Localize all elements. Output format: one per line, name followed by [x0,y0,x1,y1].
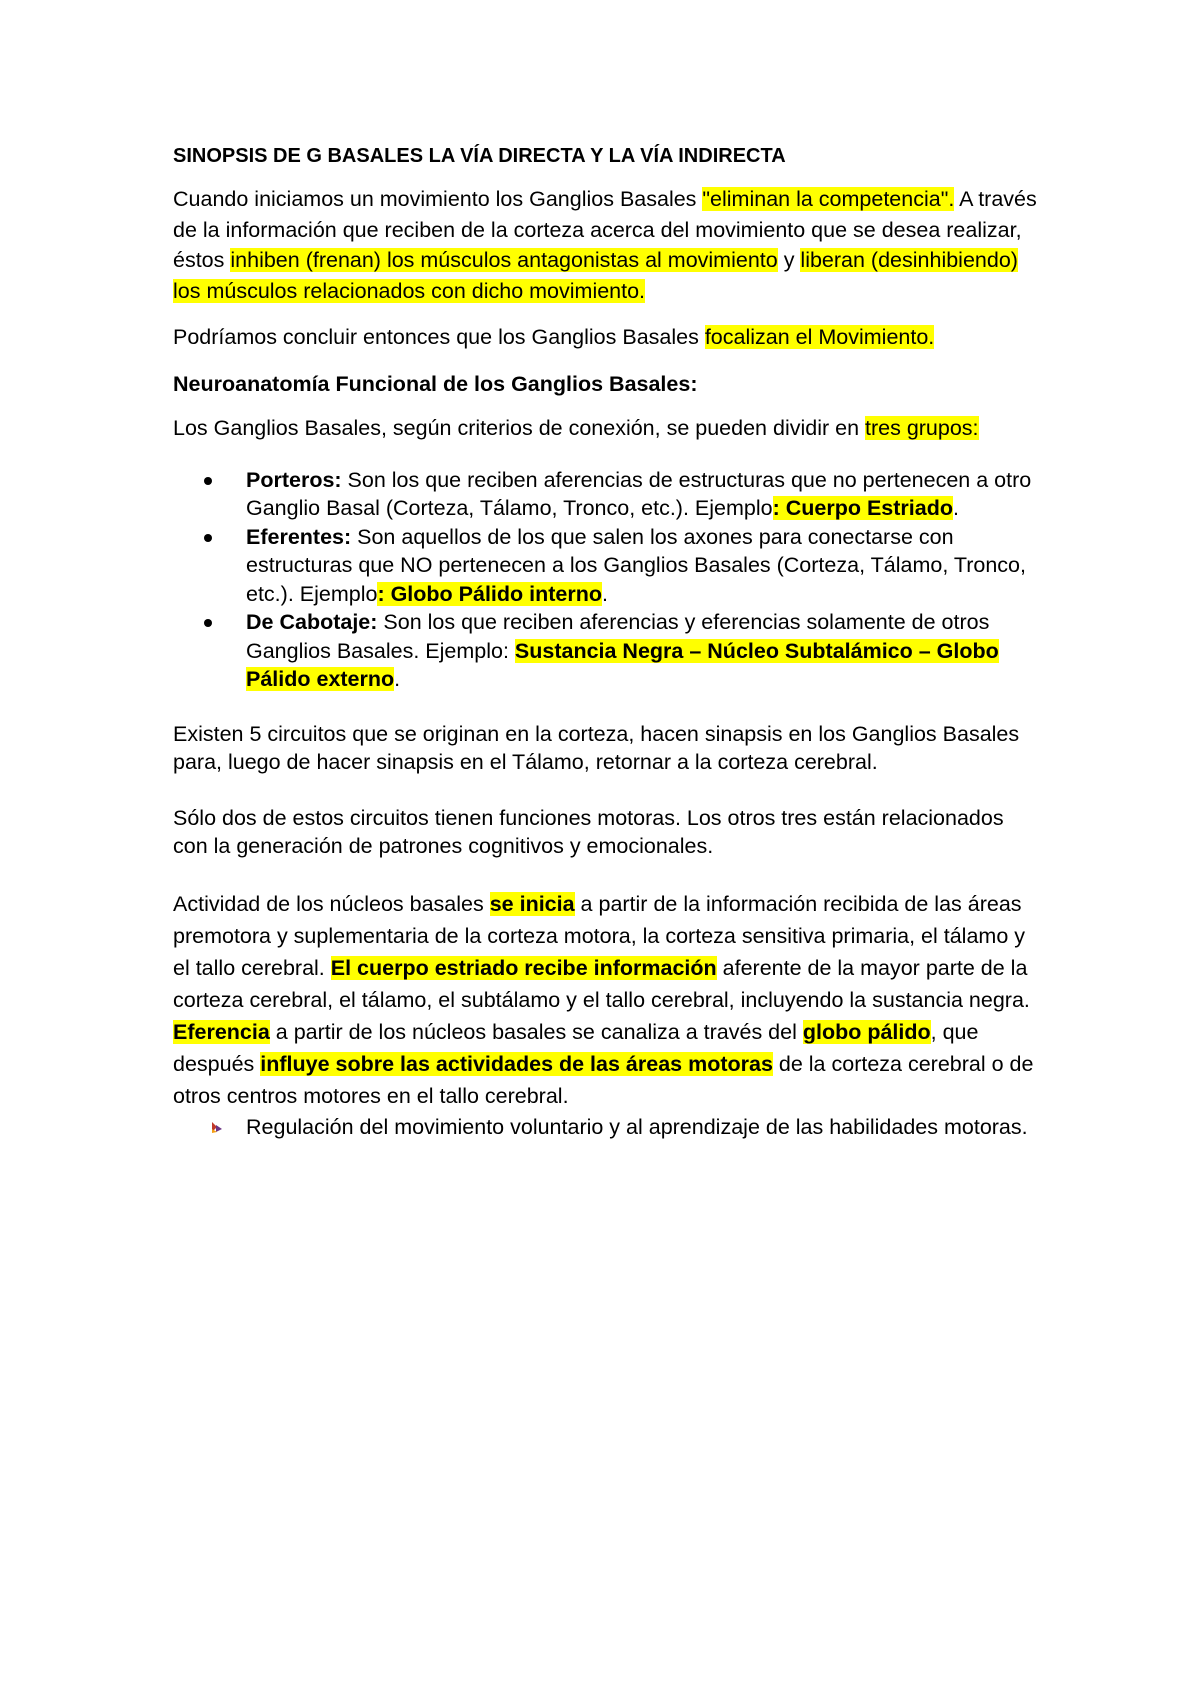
highlight-eferencia: Eferencia [173,1019,270,1044]
arrow-item-text: Regulación del movimiento voluntario y al aprendizaje de las habilidades motoras. [246,1114,1028,1139]
bullet-dot-icon [204,534,212,542]
section-subheading: Neuroanatomía Funcional de los Ganglios Basales: [173,371,698,396]
highlight-tres-grupos: tres grupos: [865,416,979,440]
bullet-tail: . [394,667,401,691]
intro-text-a: Cuando iniciamos un movimiento los Ganglios Basales [173,187,703,211]
efference-text-a: a partir de los núcleos basales se canaliza a través del [269,1019,803,1044]
bullet-dot-icon [204,619,212,627]
activity-text-c: aferente de la mayor parte de la corteza cerebral, el tálamo, el subtálamo y el tallo cerebral, incluyendo la sustancia negra. [173,955,1030,1012]
bullet-term: De Cabotaje: [246,610,378,634]
bullet-text: Son los que reciben aferencias de estructuras que no pertenecen a otro Ganglio Basal (Corteza, Tálamo, Tronco, etc.). Ejemplo [246,467,1032,520]
efference-text-b: , que después [173,1019,979,1076]
highlight-liberan: liberan (desinhibiendo) los músculos relacionados con dicho movimiento. [173,248,1018,303]
bullet-term: Porteros: [246,467,342,492]
intro-text-b: A través de la información que reciben de la corteza acerca del movimiento que se desea realizar, éstos [173,187,1037,272]
circuits-paragraph: Existen 5 circuitos que se originan en la corteza, hacen sinapsis en los Ganglios Basales para, luego de hacer sinapsis en el Tálamo, retornar a la corteza cerebral. [173,721,1020,774]
highlight-se-inicia: se inicia [489,891,575,916]
bullet-highlight: : Globo Pálido interno [377,581,602,606]
bullet-highlight: Sustancia Negra – Núcleo Subtalámico – Globo Pálido externo [246,638,999,691]
efference-paragraph [173,1016,1040,1112]
highlight-globo-palido: globo pálido [802,1019,931,1044]
bullet-text: Son los que reciben aferencias y eferencias solamente de otros Ganglios Basales. Ejemplo: [246,610,990,663]
groups-bullet-list [173,466,1040,694]
bullet-tail: . [601,581,608,606]
bullet-tail: . [952,496,959,520]
activity-text-b: a partir de la información recibida de las áreas premotora y suplementaria de la corteza motora, la corteza sensitiva primaria, el tálamo y el tallo cerebral. [173,891,1026,980]
bullet-term: Eferentes: [246,524,352,549]
motor-circuits-paragraph: Sólo dos de estos circuitos tienen funciones motoras. Los otros tres están relacionados con la generación de patrones cognitivos y emocionales. [173,805,1004,858]
efference-text-c: de la corteza cerebral o de otros centros motores en el tallo cerebral. [173,1051,1034,1108]
conclusion-paragraph [173,322,1040,353]
highlight-focalizan: focalizan el Movimiento. [704,325,935,349]
document-title: SINOPSIS DE G BASALES LA VÍA DIRECTA Y LA VÍA INDIRECTA [173,145,786,167]
bullet-text: Son aquellos de los que salen los axones para conectarse con estructuras que NO pertenecen a los Ganglios Basales (Corteza, Tálamo, Tronco, etc.). Ejemplo [246,524,1026,606]
activity-paragraph [173,888,1040,1016]
bullet-item-porteros [246,466,1040,523]
highlight-cuerpo-estriado: El cuerpo estriado recibe información [330,955,717,980]
bullet-item-cabotaje [246,608,1040,694]
conclusion-text: Podríamos concluir entonces que los Ganglios Basales [173,325,705,349]
groups-paragraph [173,413,1040,444]
bullet-highlight: : Cuerpo Estriado [772,496,953,520]
intro-text-c: y [777,248,801,272]
groups-text: Los Ganglios Basales, según criterios de conexión, se pueden dividir en [173,416,865,440]
bullet-item-eferentes [246,523,1040,609]
arrow-list-item [246,1112,1040,1143]
intro-paragraph [173,184,1040,306]
highlight-influye: influye sobre las actividades de las áreas motoras [260,1051,773,1076]
highlight-inhiben: inhiben (frenan) los músculos antagonistas al movimiento [230,248,778,272]
highlight-eliminan: "eliminan la competencia". [702,187,955,211]
bullet-dot-icon [204,477,212,485]
activity-text-a: Actividad de los núcleos basales [173,891,490,916]
arrow-bullet-icon [210,1120,224,1134]
